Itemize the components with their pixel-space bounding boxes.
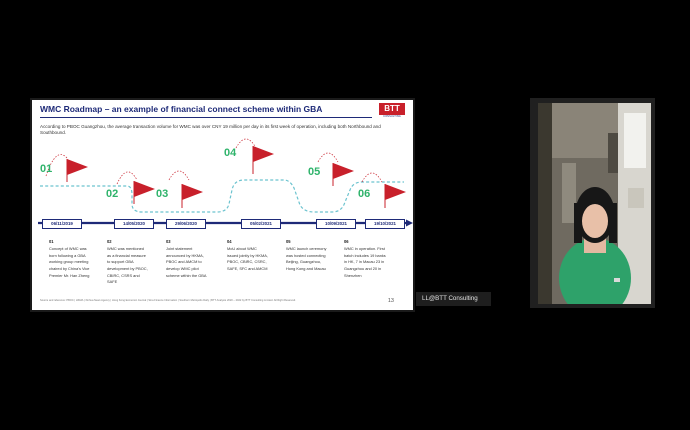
date-badge-01: 06/11/2019: [42, 219, 82, 229]
flag-04-icon: [253, 146, 274, 174]
arc-03: [169, 171, 189, 180]
date-badge-03: 29/06/2020: [166, 219, 206, 229]
date-badge-05: 10/09/2021: [316, 219, 356, 229]
roadmap-path: [40, 180, 404, 212]
participant-name-label: LL@BTT Consulting: [416, 292, 491, 306]
date-badge-06: 19/10/2021: [365, 219, 405, 229]
flag-01-icon: [67, 159, 88, 182]
source-footnote: Source and reference: PBOC | HKMA | Xinhua News Agency | Hong Kong Economic Journal | Sina Finance Information | Southern Metropolis Daily | BTT Analysis 2020 – 2022 by BTT Consulting Limited. All Right Reserved.: [40, 299, 296, 302]
flag-06-icon: [385, 184, 406, 208]
page-number: 13: [387, 298, 394, 304]
participant-video[interactable]: [538, 103, 651, 304]
flag-05-icon: [333, 163, 354, 186]
milestone-desc-03: 03 Joint statement announced by HKMA, PBOC and AMCM to develop WMC pilot scheme within the GBA: [166, 239, 207, 278]
arc-05: [318, 153, 338, 162]
milestone-number-04: 04: [224, 147, 237, 159]
milestone-desc-06: 06 WMC in operation. First batch includes 19 banks in HK, 7 in Macau 23 in Guangzhou and 20 in Shenzhen: [344, 239, 386, 278]
milestone-desc-05: 05 WMC launch ceremony was hosted connecting Beijing, Guangzhou, Hong Kong and Macau: [286, 239, 327, 271]
flag-03-icon: [182, 184, 203, 208]
shared-slide: [32, 100, 413, 310]
milestone-desc-02: 02 WMC was mentioned as a financial measure to support GBA development by PBOC, CBIRC, CSRS and SAFE: [107, 239, 148, 285]
milestone-number-01: 01: [40, 163, 53, 175]
arc-06: [362, 173, 382, 182]
logo-subtext: CONSULTING: [383, 115, 401, 118]
milestone-desc-01: 01 Concept of WMC was born following a GBA working group meeting chaired by China's Vice Premier Mr. Han Zheng: [49, 239, 90, 278]
milestone-number-02: 02: [106, 188, 119, 200]
milestone-desc-04: 04 MoU about WMC issued jointly by HKMA, PBOC, CBIRC, CSRC, SAFE, SFC and AMCM: [227, 239, 268, 271]
milestone-number-06: 06: [358, 188, 371, 200]
participant-video-image: [538, 103, 651, 304]
date-badge-04: 05/02/2021: [241, 219, 281, 229]
slide-subtitle: According to PBOC Guangzhou, the average transaction volume for WMC was over CNY 19 million per day in its first week of operation, including both Northbound and Southbound.: [40, 124, 381, 135]
slide-title: WMC Roadmap – an example of financial connect scheme within GBA: [40, 104, 323, 114]
flag-02-icon: [134, 181, 155, 204]
logo-mark: BTT: [379, 103, 405, 115]
timeline-arrow-icon: [406, 220, 413, 227]
date-badge-02: 14/05/2020: [114, 219, 154, 229]
milestone-number-03: 03: [156, 188, 169, 200]
milestone-number-05: 05: [308, 166, 321, 178]
